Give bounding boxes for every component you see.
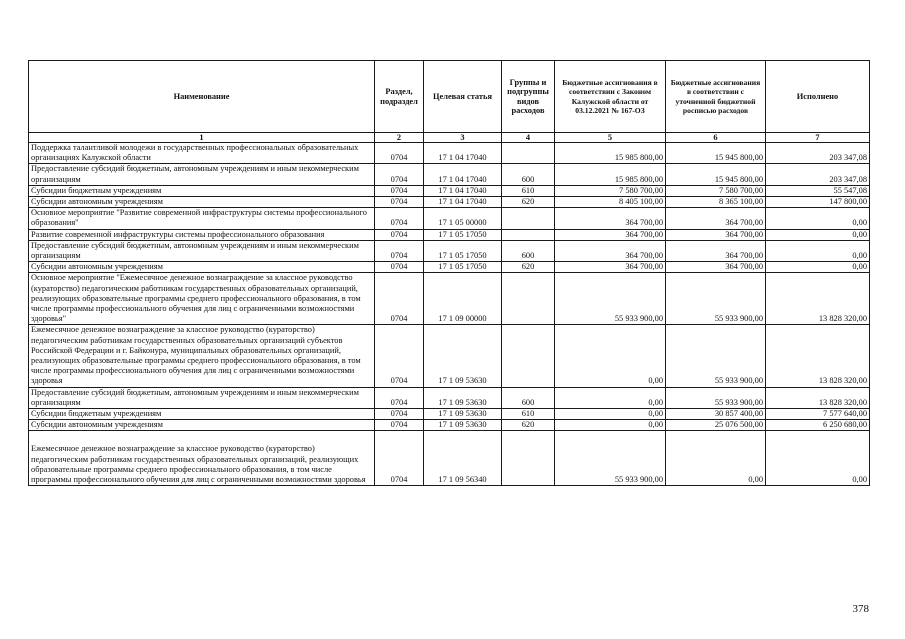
cell-group: 600: [502, 164, 555, 185]
cell-group: [502, 229, 555, 240]
cell-law: 0,00: [555, 420, 666, 431]
table-row: [29, 229, 870, 240]
budget-table: [28, 60, 870, 486]
cell-target: 17 1 09 53630: [424, 409, 502, 420]
cell-law: 15 985 800,00: [555, 164, 666, 185]
cell-law: 364 700,00: [555, 229, 666, 240]
cell-section: 0704: [375, 420, 424, 431]
cell-target: 17 1 05 17050: [424, 240, 502, 261]
cell-name: Субсидии автономным учреждениям: [29, 420, 375, 431]
cell-law: 0,00: [555, 387, 666, 408]
cell-revised: 0,00: [666, 431, 766, 486]
cell-name: Основное мероприятие "Ежемесячное денежное вознаграждение за классное руководство (кураторство) педагогическим работникам государственных образовательных организаций, реализующих образовательные программы среднего профессионального образования, в том числе программы профессионального обучения для лиц с ограниченными возможностями здоровья": [29, 273, 375, 325]
cell-target: 17 1 05 17050: [424, 229, 502, 240]
cell-law: 364 700,00: [555, 262, 666, 273]
cell-executed: 55 547,08: [766, 185, 870, 196]
cell-name: Предоставление субсидий бюджетным, автономным учреждениям и иным некоммерческим организациям: [29, 164, 375, 185]
cell-group: 610: [502, 185, 555, 196]
cell-section: 0704: [375, 387, 424, 408]
cell-section: 0704: [375, 431, 424, 486]
header-law: Бюджетные ассигнования в соответствии с Законом Калужской области от 03.12.2021 № 167-ОЗ: [555, 61, 666, 133]
cell-law: 0,00: [555, 409, 666, 420]
cell-group: 600: [502, 240, 555, 261]
cell-law: 364 700,00: [555, 208, 666, 229]
cell-revised: 364 700,00: [666, 262, 766, 273]
cell-executed: 0,00: [766, 431, 870, 486]
cell-name: Предоставление субсидий бюджетным, автономным учреждениям и иным некоммерческим организациям: [29, 387, 375, 408]
cell-name: Предоставление субсидий бюджетным, автономным учреждениям и иным некоммерческим организациям: [29, 240, 375, 261]
cell-target: 17 1 04 17040: [424, 143, 502, 164]
cell-name: Поддержка талантливой молодежи в государственных профессиональных образовательных организациях Калужской области: [29, 143, 375, 164]
table-body: [29, 143, 870, 486]
table-row: [29, 185, 870, 196]
cell-revised: 30 857 400,00: [666, 409, 766, 420]
cell-section: 0704: [375, 240, 424, 261]
cell-name: Субсидии автономным учреждениям: [29, 262, 375, 273]
cell-executed: 203 347,08: [766, 143, 870, 164]
table-row: [29, 240, 870, 261]
cell-revised: 15 945 800,00: [666, 143, 766, 164]
cell-section: 0704: [375, 229, 424, 240]
cell-executed: 13 828 320,00: [766, 325, 870, 387]
cell-section: 0704: [375, 273, 424, 325]
cell-revised: 25 076 500,00: [666, 420, 766, 431]
table-row: [29, 325, 870, 387]
cell-revised: 8 365 100,00: [666, 197, 766, 208]
cell-executed: 6 250 680,00: [766, 420, 870, 431]
cell-group: 620: [502, 197, 555, 208]
cell-group: 620: [502, 262, 555, 273]
table-row: [29, 143, 870, 164]
cell-revised: 15 945 800,00: [666, 164, 766, 185]
header-executed: Исполнено: [766, 61, 870, 133]
header-name: Наименование: [29, 61, 375, 133]
cell-executed: 0,00: [766, 229, 870, 240]
cell-revised: 55 933 900,00: [666, 387, 766, 408]
cell-revised: 364 700,00: [666, 229, 766, 240]
cell-group: [502, 325, 555, 387]
cell-revised: 55 933 900,00: [666, 325, 766, 387]
cell-name: Ежемесячное денежное вознаграждение за классное руководство (кураторство) педагогическим работникам государственных образовательных организаций, реализующих образовательные программы среднего профессионального образования, в том числе программы профессионального обучения для лиц с ограниченными возможностями здоровья: [29, 431, 375, 486]
header-section: Раздел, подраздел: [375, 61, 424, 133]
cell-target: 17 1 04 17040: [424, 164, 502, 185]
table-row: [29, 431, 870, 486]
header-revised: Бюджетные ассигнования в соответствии с уточненной бюджетной росписью расходов: [666, 61, 766, 133]
cell-revised: 7 580 700,00: [666, 185, 766, 196]
table-row: [29, 409, 870, 420]
cell-section: 0704: [375, 185, 424, 196]
column-number: 2: [375, 133, 424, 143]
cell-target: 17 1 09 00000: [424, 273, 502, 325]
cell-name: Субсидии бюджетным учреждениям: [29, 185, 375, 196]
column-number: 1: [29, 133, 375, 143]
cell-target: 17 1 09 53630: [424, 420, 502, 431]
cell-executed: 0,00: [766, 208, 870, 229]
column-number: 6: [666, 133, 766, 143]
cell-law: 55 933 900,00: [555, 431, 666, 486]
cell-target: 17 1 04 17040: [424, 197, 502, 208]
cell-group: 600: [502, 387, 555, 408]
cell-law: 15 985 800,00: [555, 143, 666, 164]
cell-revised: 364 700,00: [666, 240, 766, 261]
cell-executed: 13 828 320,00: [766, 387, 870, 408]
cell-law: 0,00: [555, 325, 666, 387]
table-row: [29, 387, 870, 408]
table-row: [29, 208, 870, 229]
column-number: 7: [766, 133, 870, 143]
cell-executed: 13 828 320,00: [766, 273, 870, 325]
cell-name: Субсидии автономным учреждениям: [29, 197, 375, 208]
cell-executed: 0,00: [766, 262, 870, 273]
cell-executed: 147 800,00: [766, 197, 870, 208]
cell-executed: 0,00: [766, 240, 870, 261]
cell-section: 0704: [375, 262, 424, 273]
cell-section: 0704: [375, 409, 424, 420]
cell-section: 0704: [375, 325, 424, 387]
cell-section: 0704: [375, 208, 424, 229]
page-number: 378: [852, 603, 869, 615]
cell-executed: 7 577 640,00: [766, 409, 870, 420]
cell-law: 55 933 900,00: [555, 273, 666, 325]
cell-target: 17 1 04 17040: [424, 185, 502, 196]
cell-section: 0704: [375, 143, 424, 164]
column-number-row: [29, 133, 870, 143]
cell-name: Ежемесячное денежное вознаграждение за классное руководство (кураторство) педагогическим работникам государственных образовательных организаций субъектов Российской Федерации и г. Байконура, муниципальных образовательных организаций, реализующих образовательные программы среднего профессионального образования, в том числе программы профессионального обучения для лиц с ограниченными возможностями здоровья: [29, 325, 375, 387]
cell-target: 17 1 09 53630: [424, 387, 502, 408]
column-number: 3: [424, 133, 502, 143]
cell-section: 0704: [375, 164, 424, 185]
cell-revised: 55 933 900,00: [666, 273, 766, 325]
cell-group: [502, 431, 555, 486]
cell-section: 0704: [375, 197, 424, 208]
cell-group: [502, 143, 555, 164]
cell-name: Развитие современной инфраструктуры системы профессионального образования: [29, 229, 375, 240]
cell-target: 17 1 05 00000: [424, 208, 502, 229]
column-number: 4: [502, 133, 555, 143]
cell-target: 17 1 09 56340: [424, 431, 502, 486]
cell-law: 364 700,00: [555, 240, 666, 261]
cell-name: Основное мероприятие "Развитие современной инфраструктуры системы профессионального образования": [29, 208, 375, 229]
cell-group: [502, 208, 555, 229]
cell-executed: 203 347,08: [766, 164, 870, 185]
table-row: [29, 164, 870, 185]
cell-target: 17 1 09 53630: [424, 325, 502, 387]
header-group: Группы и подгруппы видов расходов: [502, 61, 555, 133]
table-header-row: [29, 61, 870, 133]
cell-revised: 364 700,00: [666, 208, 766, 229]
header-target: Целевая статья: [424, 61, 502, 133]
cell-target: 17 1 05 17050: [424, 262, 502, 273]
table-row: [29, 262, 870, 273]
cell-group: 610: [502, 409, 555, 420]
cell-law: 7 580 700,00: [555, 185, 666, 196]
table-row: [29, 420, 870, 431]
cell-law: 8 405 100,00: [555, 197, 666, 208]
table-row: [29, 273, 870, 325]
cell-name: Субсидии бюджетным учреждениям: [29, 409, 375, 420]
table-row: [29, 197, 870, 208]
cell-group: [502, 273, 555, 325]
column-number: 5: [555, 133, 666, 143]
cell-group: 620: [502, 420, 555, 431]
